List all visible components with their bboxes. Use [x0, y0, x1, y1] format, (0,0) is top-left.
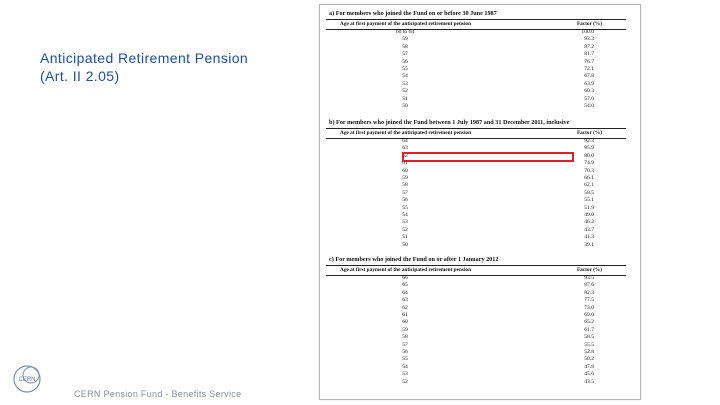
table-row — [326, 364, 626, 371]
factor-cell: 76.7 — [584, 58, 594, 65]
section-b-title: b) For members who joined the Fund between 1 July 1987 and 31 December 2011, inclusive — [329, 119, 570, 126]
age-cell: 56 — [402, 349, 408, 355]
table-row — [326, 234, 626, 241]
age-cell: 66 — [402, 275, 408, 281]
factor-cell: 81.7 — [584, 51, 594, 58]
table-row — [326, 66, 626, 73]
table-row — [326, 197, 626, 204]
table-row — [326, 379, 626, 386]
factor-cell: 93.5 — [584, 275, 594, 281]
section-b-col-age: Age at first payment of the anticipated retirement pension — [340, 130, 472, 136]
factor-cell: 58.5 — [584, 189, 594, 196]
factor-cell: 55.5 — [584, 341, 594, 348]
slide-title — [40, 49, 280, 85]
table-row — [326, 275, 626, 282]
age-cell: 50 — [402, 241, 408, 248]
cern-logo-text: CERN — [18, 377, 36, 383]
age-cell: 56 — [402, 197, 408, 204]
section-c-col-factor: Factor (%) — [576, 267, 602, 273]
table-row — [326, 305, 626, 312]
factor-cell: 47.8 — [584, 363, 594, 370]
table-row — [326, 290, 626, 297]
age-cell: 50 — [402, 103, 408, 109]
table-row — [326, 356, 626, 363]
table-row — [326, 81, 626, 88]
footer-text: CERN Pension Fund - Benefits Service — [74, 389, 242, 399]
age-cell: 51 — [402, 95, 408, 102]
table-row — [326, 297, 626, 304]
table-row — [326, 73, 626, 80]
age-cell: 57 — [402, 51, 408, 58]
age-cell: 62 — [402, 152, 408, 159]
factor-cell: 43.5 — [584, 378, 594, 385]
age-cell: 55 — [402, 356, 408, 363]
age-cell: 55 — [402, 66, 408, 72]
factor-cell: 50.2 — [584, 356, 594, 363]
age-cell: 52 — [402, 378, 408, 385]
factor-cell: 67.8 — [584, 73, 594, 80]
age-cell: 54 — [402, 212, 408, 218]
factor-cell: 74.9 — [584, 160, 594, 167]
age-cell: 58 — [402, 334, 408, 341]
factor-cell: 77.5 — [584, 297, 594, 304]
factor-cell: 73.0 — [584, 304, 594, 311]
factor-cell: 46.2 — [584, 219, 594, 226]
table-row — [326, 242, 626, 249]
factor-cell: 57.0 — [584, 95, 594, 102]
factor-cell: 87.6 — [584, 282, 594, 289]
section-a-title: a) For members who joined the Fund on or before 30 June 1987 — [329, 10, 497, 17]
age-cell: 53 — [402, 219, 408, 226]
factor-cell: 66.1 — [584, 175, 594, 181]
age-cell: 59 — [402, 175, 408, 181]
factor-cell: 69.0 — [584, 312, 594, 318]
factor-cell: 52.8 — [584, 349, 594, 355]
table-row — [326, 182, 626, 189]
age-cell: 54 — [402, 363, 408, 370]
table-row — [326, 36, 626, 43]
factor-cell: 51.9 — [584, 204, 594, 211]
cern-logo-icon — [12, 364, 42, 394]
factor-cell: 43.7 — [584, 226, 594, 233]
age-cell: 62 — [402, 304, 408, 311]
table-row — [326, 282, 626, 289]
age-cell: 59 — [402, 326, 408, 333]
age-cell: 65 — [402, 282, 408, 289]
table-row — [326, 168, 626, 175]
age-cell: 64 — [402, 289, 408, 296]
section-a-col-factor: Factor (%) — [576, 21, 602, 27]
age-cell: 53 — [402, 80, 408, 87]
table-row — [326, 212, 626, 219]
factor-table-document — [319, 4, 641, 400]
table-row — [326, 51, 626, 58]
highlight-box — [402, 152, 574, 162]
age-cell: 63 — [402, 145, 408, 152]
age-cell: 59 — [402, 36, 408, 43]
table-row — [326, 342, 626, 349]
age-cell: 60 — [402, 167, 408, 174]
age-cell: 54 — [402, 73, 408, 80]
section-a-col-age: Age at first payment of the anticipated retirement pension — [340, 21, 472, 27]
factor-cell: 39.1 — [584, 241, 594, 248]
section-b-col-factor: Factor (%) — [576, 130, 602, 136]
age-cell: 57 — [402, 189, 408, 196]
table-row — [326, 175, 626, 182]
factor-cell: 63.9 — [584, 80, 594, 87]
table-row — [326, 312, 626, 319]
table-row — [326, 138, 626, 145]
factor-cell: 60.3 — [584, 88, 594, 95]
age-cell: 56 — [402, 58, 408, 65]
age-cell: 61 — [402, 312, 408, 318]
factor-cell: 61.7 — [584, 326, 594, 333]
table-row — [326, 205, 626, 212]
age-cell: 52 — [402, 88, 408, 95]
factor-cell: 72.1 — [584, 66, 594, 72]
factor-cell: 92.3 — [584, 138, 594, 144]
factor-cell: 82.3 — [584, 289, 594, 296]
factor-cell: 62.1 — [584, 182, 594, 189]
age-cell: 63 — [402, 297, 408, 304]
table-row — [326, 327, 626, 334]
table-row — [326, 88, 626, 95]
factor-cell: 65.2 — [584, 319, 594, 326]
table-row — [326, 44, 626, 51]
age-cell: 60 — [402, 319, 408, 326]
table-row — [326, 334, 626, 341]
table-row — [326, 96, 626, 103]
table-row — [326, 371, 626, 378]
factor-cell: 85.9 — [584, 145, 594, 152]
table-row — [326, 29, 626, 36]
factor-cell: 49.0 — [584, 212, 594, 218]
slide-title-line-2: (Art. II 2.05) — [40, 68, 120, 84]
table-row — [326, 59, 626, 66]
age-cell: 64 — [402, 138, 408, 144]
table-row — [326, 349, 626, 356]
age-cell: 52 — [402, 226, 408, 233]
factor-cell: 55.1 — [584, 197, 594, 204]
factor-cell: 100.0 — [581, 29, 594, 35]
factor-cell: 45.6 — [584, 371, 594, 378]
age-cell: 55 — [402, 204, 408, 211]
age-cell: 57 — [402, 341, 408, 348]
table-row — [326, 190, 626, 197]
age-cell: 51 — [402, 234, 408, 241]
age-cell: 61 — [402, 160, 408, 167]
table-row — [326, 103, 626, 110]
table-row — [326, 227, 626, 234]
section-c-col-age: Age at first payment of the anticipated retirement pension — [340, 267, 472, 273]
slide-title-line-1: Anticipated Retirement Pension — [40, 50, 249, 66]
factor-cell: 54.0 — [584, 103, 594, 109]
factor-cell: 58.5 — [584, 334, 594, 341]
age-cell: 60 to 64 — [395, 29, 415, 35]
section-c-title: c) For members who joined the Fund on or after 1 January 2012 — [329, 256, 499, 263]
factor-cell: 70.3 — [584, 167, 594, 174]
factor-cell: 93.3 — [584, 36, 594, 43]
table-row — [326, 219, 626, 226]
factor-cell: 80.0 — [584, 152, 594, 159]
factor-cell: 41.3 — [584, 234, 594, 241]
factor-cell: 87.2 — [584, 43, 594, 50]
age-cell: 58 — [402, 43, 408, 50]
age-cell: 58 — [402, 182, 408, 189]
age-cell: 53 — [402, 371, 408, 378]
table-row — [326, 319, 626, 326]
